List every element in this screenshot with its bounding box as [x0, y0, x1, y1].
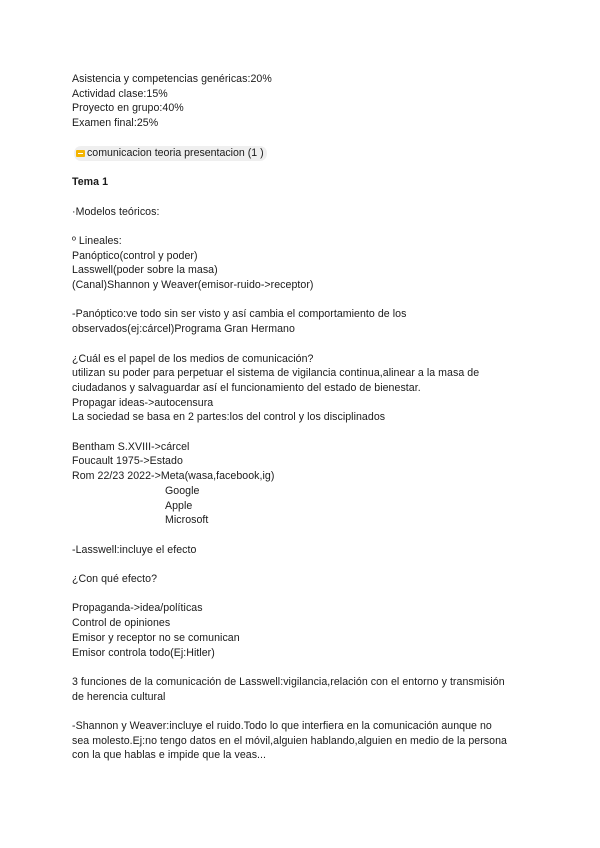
attachment-chip[interactable]	[74, 146, 267, 161]
media-role-section	[72, 352, 542, 426]
lineales-item: (Canal)Shannon y Weaver(emisor-ruido->receptor)	[72, 279, 314, 292]
timeline-item: Rom 22/23 2022->Meta(wasa,facebook,ig)	[72, 470, 275, 483]
effect-item: Emisor controla todo(Ej:Hitler)	[72, 646, 215, 659]
attachment-row	[72, 146, 542, 161]
effect-item: Control de opiniones	[72, 617, 171, 630]
spacer	[72, 425, 542, 440]
effect-question: ¿Con qué efecto?	[72, 573, 158, 586]
attachment-chip-label: comunicacion teoria presentacion (1 )	[87, 146, 264, 159]
paragraph-line: sea molesto.Ej:no tengo datos en el móvil,alguien hablando,alguien en medio de la persona	[72, 734, 507, 747]
spacer	[72, 161, 542, 176]
media-role-question: ¿Cuál es el papel de los medios de comunicación?	[72, 352, 314, 365]
grading-item: Actividad clase:15%	[72, 87, 168, 100]
company-item: Google	[165, 484, 200, 497]
paragraph-line: 3 funciones de la comunicación de Lasswell:vigilancia,relación con el entorno y transmisión	[72, 675, 505, 688]
shannon-note	[72, 719, 542, 763]
lineales-item: Lasswell(poder sobre la masa)	[72, 264, 218, 277]
effect-item: Propaganda->idea/políticas	[72, 602, 203, 615]
paragraph-line: observados(ej:cárcel)Programa Gran Hermano	[72, 323, 295, 336]
spacer	[72, 704, 542, 719]
spacer	[72, 557, 542, 572]
lasswell-note: -Lasswell:incluye el efecto	[72, 543, 197, 556]
paragraph-line: -Panóptico:ve todo sin ser visto y así cambia el comportamiento de los	[72, 308, 407, 321]
timeline-item: Foucault 1975->Estado	[72, 455, 183, 468]
company-item: Apple	[165, 499, 193, 512]
panoptico-note	[72, 307, 542, 336]
grading-item: Proyecto en grupo:40%	[72, 102, 184, 115]
section-title: Tema 1	[72, 176, 109, 189]
paragraph-line: con la que hablas e impide que la veas...	[72, 749, 267, 762]
grading-item: Examen final:25%	[72, 117, 159, 130]
paragraph-line: utilizan su poder para perpetuar el sistema de vigilancia continua,alinear a la masa de	[72, 367, 480, 380]
company-item: Microsoft	[165, 514, 209, 527]
spacer	[72, 190, 542, 205]
timeline-section	[72, 440, 542, 528]
paragraph-line: de herencia cultural	[72, 690, 166, 703]
slides-file-icon	[76, 150, 85, 157]
lasswell-functions	[72, 675, 542, 704]
spacer	[72, 587, 542, 602]
spacer	[72, 660, 542, 675]
lineales-item: Panóptico(control y poder)	[72, 249, 198, 262]
spacer	[72, 219, 542, 234]
paragraph-line: La sociedad se basa en 2 partes:los del control y los disciplinados	[72, 411, 386, 424]
lineales-section	[72, 234, 542, 293]
spacer	[72, 528, 542, 543]
lineales-heading: º Lineales:	[72, 234, 122, 247]
paragraph-line: Propagar ideas->autocensura	[72, 396, 214, 409]
effects-list	[72, 601, 542, 660]
grading-breakdown	[72, 72, 542, 131]
timeline-item: Bentham S.XVIII->cárcel	[72, 440, 190, 453]
paragraph-line: -Shannon y Weaver:incluye el ruido.Todo lo que interfiera en la comunicación aunque no	[72, 720, 492, 733]
spacer	[72, 337, 542, 352]
paragraph-line: ciudadanos y salvaguardar así el funcionamiento del estado de bienestar.	[72, 381, 421, 394]
effect-item: Emisor y receptor no se comunican	[72, 631, 240, 644]
spacer	[72, 293, 542, 308]
document-page	[72, 72, 542, 763]
grading-item: Asistencia y competencias genéricas:20%	[72, 73, 272, 85]
spacer	[72, 131, 542, 146]
models-heading: ·Modelos teóricos:	[72, 205, 160, 218]
